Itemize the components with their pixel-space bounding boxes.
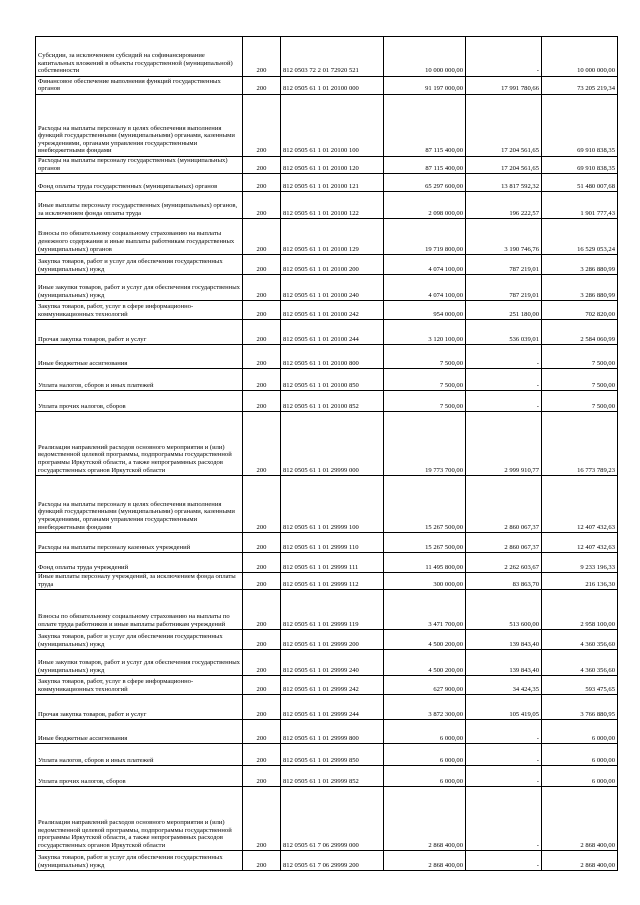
line-code-cell: 200 — [243, 157, 281, 174]
budget-classification-code-cell: 812 0505 61 1 01 20100 100 — [281, 95, 384, 157]
line-code-cell: 200 — [243, 174, 281, 192]
line-code-cell: 200 — [243, 37, 281, 77]
table-row — [36, 275, 618, 301]
line-code-cell: 200 — [243, 412, 281, 476]
line-code-cell: 200 — [243, 345, 281, 369]
unexecuted-amount-cell: 4 360 356,60 — [542, 630, 618, 650]
unexecuted-amount-cell: 12 407 432,63 — [542, 476, 618, 533]
executed-amount-cell: - — [466, 766, 542, 787]
approved-amount-cell: 19 719 800,00 — [384, 219, 466, 255]
unexecuted-amount-cell: 12 407 432,63 — [542, 533, 618, 553]
expense-name-cell: Субсидии, за исключением субсидий на софинансирование капитальных вложений в объекты государственной (муниципальной) собственности — [36, 37, 243, 77]
executed-amount-cell: - — [466, 851, 542, 871]
expense-name-cell: Уплата налогов, сборов и иных платежей — [36, 744, 243, 766]
approved-amount-cell: 65 297 600,00 — [384, 174, 466, 192]
budget-classification-code-cell: 812 0505 61 1 01 29999 850 — [281, 744, 384, 766]
executed-amount-cell: 139 843,40 — [466, 630, 542, 650]
executed-amount-cell: 787 219,01 — [466, 255, 542, 275]
approved-amount-cell: 6 000,00 — [384, 744, 466, 766]
executed-amount-cell: 83 863,70 — [466, 573, 542, 590]
line-code-cell: 200 — [243, 787, 281, 851]
budget-classification-code-cell: 812 0505 61 1 01 29999 112 — [281, 573, 384, 590]
unexecuted-amount-cell: 3 286 880,99 — [542, 275, 618, 301]
table-row — [36, 650, 618, 676]
approved-amount-cell: 7 500,00 — [384, 391, 466, 412]
expense-name-cell: Прочая закупка товаров, работ и услуг — [36, 320, 243, 345]
approved-amount-cell: 6 000,00 — [384, 766, 466, 787]
expense-name-cell: Расходы на выплаты персоналу государственных (муниципальных) органов — [36, 157, 243, 174]
table-row — [36, 720, 618, 744]
unexecuted-amount-cell: 2 958 100,00 — [542, 590, 618, 630]
expense-name-cell: Иные выплаты персоналу государственных (муниципальных) органов, за исключением фонда оплаты труда — [36, 192, 243, 219]
approved-amount-cell: 627 900,00 — [384, 676, 466, 695]
unexecuted-amount-cell: 4 360 356,60 — [542, 650, 618, 676]
table-row — [36, 676, 618, 695]
line-code-cell: 200 — [243, 676, 281, 695]
executed-amount-cell: - — [466, 720, 542, 744]
unexecuted-amount-cell: 2 868 400,00 — [542, 851, 618, 871]
approved-amount-cell: 87 115 400,00 — [384, 95, 466, 157]
expense-name-cell: Расходы на выплаты персоналу в целях обеспечения выполнения функций государственными (муниципальными) органами, казенными учреждениями, органами управления государственными внебюджетными фондами — [36, 476, 243, 533]
executed-amount-cell: 196 222,57 — [466, 192, 542, 219]
line-code-cell: 200 — [243, 766, 281, 787]
budget-classification-code-cell: 812 0505 61 1 01 20100 850 — [281, 369, 384, 391]
table-row — [36, 192, 618, 219]
expense-name-cell: Взносы по обязательному социальному страхованию на выплаты денежного содержания и иные выплаты работникам государственных (муниципальных) органов — [36, 219, 243, 255]
expense-name-cell: Закупка товаров, работ и услуг для обеспечения государственных (муниципальных) нужд — [36, 255, 243, 275]
expense-name-cell: Закупка товаров, работ и услуг для обеспечения государственных (муниципальных) нужд — [36, 851, 243, 871]
approved-amount-cell: 4 074 100,00 — [384, 255, 466, 275]
budget-classification-code-cell: 812 0505 61 7 06 29999 200 — [281, 851, 384, 871]
line-code-cell: 200 — [243, 553, 281, 573]
table-row — [36, 255, 618, 275]
executed-amount-cell: 139 843,40 — [466, 650, 542, 676]
budget-classification-code-cell: 812 0505 61 1 01 20100 200 — [281, 255, 384, 275]
unexecuted-amount-cell: 69 910 838,35 — [542, 157, 618, 174]
line-code-cell: 200 — [243, 720, 281, 744]
approved-amount-cell: 2 868 400,00 — [384, 851, 466, 871]
line-code-cell: 200 — [243, 77, 281, 95]
table-row — [36, 744, 618, 766]
unexecuted-amount-cell: 6 000,00 — [542, 720, 618, 744]
budget-classification-code-cell: 812 0505 61 1 01 20100 240 — [281, 275, 384, 301]
unexecuted-amount-cell: 69 910 838,35 — [542, 95, 618, 157]
line-code-cell: 200 — [243, 192, 281, 219]
line-code-cell: 200 — [243, 255, 281, 275]
budget-classification-code-cell: 812 0505 61 1 01 20100 244 — [281, 320, 384, 345]
budget-classification-code-cell: 812 0505 61 1 01 29999 852 — [281, 766, 384, 787]
budget-classification-code-cell: 812 0505 61 7 06 29999 000 — [281, 787, 384, 851]
budget-classification-code-cell: 812 0503 72 2 01 72920 521 — [281, 37, 384, 77]
approved-amount-cell: 3 471 700,00 — [384, 590, 466, 630]
expense-name-cell: Иные закупки товаров, работ и услуг для обеспечения государственных (муниципальных) нужд — [36, 275, 243, 301]
budget-classification-code-cell: 812 0505 61 1 01 29999 200 — [281, 630, 384, 650]
unexecuted-amount-cell: 2 868 400,00 — [542, 787, 618, 851]
table-row — [36, 630, 618, 650]
line-code-cell: 200 — [243, 95, 281, 157]
table-row — [36, 476, 618, 533]
approved-amount-cell: 4 074 100,00 — [384, 275, 466, 301]
budget-classification-code-cell: 812 0505 61 1 01 29999 800 — [281, 720, 384, 744]
approved-amount-cell: 91 197 000,00 — [384, 77, 466, 95]
budget-classification-code-cell: 812 0505 61 1 01 29999 240 — [281, 650, 384, 676]
executed-amount-cell: 513 600,00 — [466, 590, 542, 630]
executed-amount-cell: 251 180,00 — [466, 301, 542, 320]
line-code-cell: 200 — [243, 630, 281, 650]
approved-amount-cell: 11 495 800,00 — [384, 553, 466, 573]
line-code-cell: 200 — [243, 275, 281, 301]
line-code-cell: 200 — [243, 851, 281, 871]
table-row — [36, 695, 618, 720]
budget-classification-code-cell: 812 0505 61 1 01 29999 244 — [281, 695, 384, 720]
expense-name-cell: Иные закупки товаров, работ и услуг для обеспечения государственных (муниципальных) нужд — [36, 650, 243, 676]
unexecuted-amount-cell: 7 500,00 — [542, 369, 618, 391]
expense-name-cell: Фонд оплаты труда учреждений — [36, 553, 243, 573]
expense-name-cell: Взносы по обязательному социальному страхованию на выплаты по оплате труда работников и иные выплаты работникам учреждений — [36, 590, 243, 630]
budget-classification-code-cell: 812 0505 61 1 01 29999 242 — [281, 676, 384, 695]
executed-amount-cell: - — [466, 787, 542, 851]
expense-name-cell: Реализация направлений расходов основного мероприятия и (или) ведомственной целевой программы, подпрограммы государственной программы Иркутской области, а также непрограммных расходов государственных органов Иркутской области — [36, 412, 243, 476]
budget-classification-code-cell: 812 0505 61 1 01 20100 000 — [281, 77, 384, 95]
line-code-cell: 200 — [243, 369, 281, 391]
approved-amount-cell: 19 773 700,00 — [384, 412, 466, 476]
budget-classification-code-cell: 812 0505 61 1 01 20100 120 — [281, 157, 384, 174]
executed-amount-cell: 3 190 746,76 — [466, 219, 542, 255]
executed-amount-cell: - — [466, 391, 542, 412]
expense-name-cell: Закупка товаров, работ, услуг в сфере информационно-коммуникационных технологий — [36, 676, 243, 695]
executed-amount-cell: - — [466, 369, 542, 391]
approved-amount-cell: 7 500,00 — [384, 345, 466, 369]
executed-amount-cell: 2 860 067,37 — [466, 476, 542, 533]
budget-classification-code-cell: 812 0505 61 1 01 20100 121 — [281, 174, 384, 192]
unexecuted-amount-cell: 7 500,00 — [542, 345, 618, 369]
unexecuted-amount-cell: 6 000,00 — [542, 744, 618, 766]
line-code-cell: 200 — [243, 744, 281, 766]
expense-name-cell: Уплата прочих налогов, сборов — [36, 391, 243, 412]
executed-amount-cell: 17 991 780,66 — [466, 77, 542, 95]
budget-table — [35, 36, 618, 871]
table-row — [36, 37, 618, 77]
budget-classification-code-cell: 812 0505 61 1 01 20100 852 — [281, 391, 384, 412]
budget-classification-code-cell: 812 0505 61 1 01 29999 111 — [281, 553, 384, 573]
expense-name-cell: Закупка товаров, работ, услуг в сфере информационно-коммуникационных технологий — [36, 301, 243, 320]
executed-amount-cell: - — [466, 37, 542, 77]
budget-classification-code-cell: 812 0505 61 1 01 29999 110 — [281, 533, 384, 553]
line-code-cell: 200 — [243, 590, 281, 630]
executed-amount-cell: 2 860 067,37 — [466, 533, 542, 553]
expense-name-cell: Уплата прочих налогов, сборов — [36, 766, 243, 787]
line-code-cell: 200 — [243, 650, 281, 676]
budget-classification-code-cell: 812 0505 61 1 01 20100 122 — [281, 192, 384, 219]
line-code-cell: 200 — [243, 219, 281, 255]
approved-amount-cell: 300 000,00 — [384, 573, 466, 590]
approved-amount-cell: 4 500 200,00 — [384, 650, 466, 676]
executed-amount-cell: 2 999 910,77 — [466, 412, 542, 476]
executed-amount-cell: 787 219,01 — [466, 275, 542, 301]
budget-classification-code-cell: 812 0505 61 1 01 29999 100 — [281, 476, 384, 533]
expense-name-cell: Уплата налогов, сборов и иных платежей — [36, 369, 243, 391]
line-code-cell: 200 — [243, 391, 281, 412]
budget-classification-code-cell: 812 0505 61 1 01 29999 000 — [281, 412, 384, 476]
expense-name-cell: Иные бюджетные ассигнования — [36, 345, 243, 369]
expense-name-cell: Финансовое обеспечение выполнения функций государственных органов — [36, 77, 243, 95]
budget-classification-code-cell: 812 0505 61 1 01 20100 242 — [281, 301, 384, 320]
table-row — [36, 219, 618, 255]
unexecuted-amount-cell: 7 500,00 — [542, 391, 618, 412]
unexecuted-amount-cell: 6 000,00 — [542, 766, 618, 787]
table-row — [36, 345, 618, 369]
table-row — [36, 77, 618, 95]
unexecuted-amount-cell: 593 475,65 — [542, 676, 618, 695]
unexecuted-amount-cell: 3 766 880,95 — [542, 695, 618, 720]
approved-amount-cell: 7 500,00 — [384, 369, 466, 391]
unexecuted-amount-cell: 3 286 880,99 — [542, 255, 618, 275]
expense-name-cell: Иные бюджетные ассигнования — [36, 720, 243, 744]
executed-amount-cell: 2 262 603,67 — [466, 553, 542, 573]
budget-classification-code-cell: 812 0505 61 1 01 20100 800 — [281, 345, 384, 369]
expense-name-cell: Закупка товаров, работ и услуг для обеспечения государственных (муниципальных) нужд — [36, 630, 243, 650]
approved-amount-cell: 15 267 500,00 — [384, 533, 466, 553]
budget-classification-code-cell: 812 0505 61 1 01 20100 129 — [281, 219, 384, 255]
table-row — [36, 320, 618, 345]
table-row — [36, 95, 618, 157]
executed-amount-cell: - — [466, 744, 542, 766]
line-code-cell: 200 — [243, 320, 281, 345]
executed-amount-cell: 536 039,01 — [466, 320, 542, 345]
executed-amount-cell: 34 424,35 — [466, 676, 542, 695]
approved-amount-cell: 954 000,00 — [384, 301, 466, 320]
expense-name-cell: Расходы на выплаты персоналу в целях обеспечения выполнения функций государственными (муниципальными) органами, казенными учреждениями, органами управления государственными внебюджетными фондами — [36, 95, 243, 157]
unexecuted-amount-cell: 2 584 060,99 — [542, 320, 618, 345]
table-row — [36, 391, 618, 412]
expense-name-cell: Прочая закупка товаров, работ и услуг — [36, 695, 243, 720]
executed-amount-cell: 13 817 592,32 — [466, 174, 542, 192]
expense-name-cell: Иные выплаты персоналу учреждений, за исключением фонда оплаты труда — [36, 573, 243, 590]
approved-amount-cell: 2 098 000,00 — [384, 192, 466, 219]
unexecuted-amount-cell: 1 901 777,43 — [542, 192, 618, 219]
table-row — [36, 851, 618, 871]
table-row — [36, 766, 618, 787]
approved-amount-cell: 10 000 000,00 — [384, 37, 466, 77]
unexecuted-amount-cell: 9 233 196,33 — [542, 553, 618, 573]
expense-name-cell: Фонд оплаты труда государственных (муниципальных) органов — [36, 174, 243, 192]
budget-classification-code-cell: 812 0505 61 1 01 29999 119 — [281, 590, 384, 630]
table-row — [36, 573, 618, 590]
executed-amount-cell: 17 204 561,65 — [466, 95, 542, 157]
line-code-cell: 200 — [243, 301, 281, 320]
table-row — [36, 369, 618, 391]
line-code-cell: 200 — [243, 476, 281, 533]
table-row — [36, 533, 618, 553]
executed-amount-cell: 105 419,05 — [466, 695, 542, 720]
approved-amount-cell: 4 500 200,00 — [384, 630, 466, 650]
expense-name-cell: Реализация направлений расходов основного мероприятия и (или) ведомственной целевой программы, подпрограммы государственной программы Иркутской области, а также непрограммных расходов государственных органов Иркутской области — [36, 787, 243, 851]
approved-amount-cell: 15 267 500,00 — [384, 476, 466, 533]
line-code-cell: 200 — [243, 533, 281, 553]
table-row — [36, 590, 618, 630]
unexecuted-amount-cell: 216 136,30 — [542, 573, 618, 590]
table-row — [36, 553, 618, 573]
executed-amount-cell: - — [466, 345, 542, 369]
approved-amount-cell: 3 872 300,00 — [384, 695, 466, 720]
line-code-cell: 200 — [243, 695, 281, 720]
unexecuted-amount-cell: 702 820,00 — [542, 301, 618, 320]
expense-name-cell: Расходы на выплаты персоналу казенных учреждений — [36, 533, 243, 553]
unexecuted-amount-cell: 16 773 789,23 — [542, 412, 618, 476]
approved-amount-cell: 87 115 400,00 — [384, 157, 466, 174]
table-row — [36, 412, 618, 476]
approved-amount-cell: 6 000,00 — [384, 720, 466, 744]
unexecuted-amount-cell: 10 000 000,00 — [542, 37, 618, 77]
table-row — [36, 157, 618, 174]
line-code-cell: 200 — [243, 573, 281, 590]
budget-table-body — [36, 37, 618, 871]
unexecuted-amount-cell: 16 529 053,24 — [542, 219, 618, 255]
table-row — [36, 787, 618, 851]
executed-amount-cell: 17 204 561,65 — [466, 157, 542, 174]
approved-amount-cell: 3 120 100,00 — [384, 320, 466, 345]
approved-amount-cell: 2 868 400,00 — [384, 787, 466, 851]
table-row — [36, 174, 618, 192]
unexecuted-amount-cell: 73 205 219,34 — [542, 77, 618, 95]
unexecuted-amount-cell: 51 480 007,68 — [542, 174, 618, 192]
table-row — [36, 301, 618, 320]
